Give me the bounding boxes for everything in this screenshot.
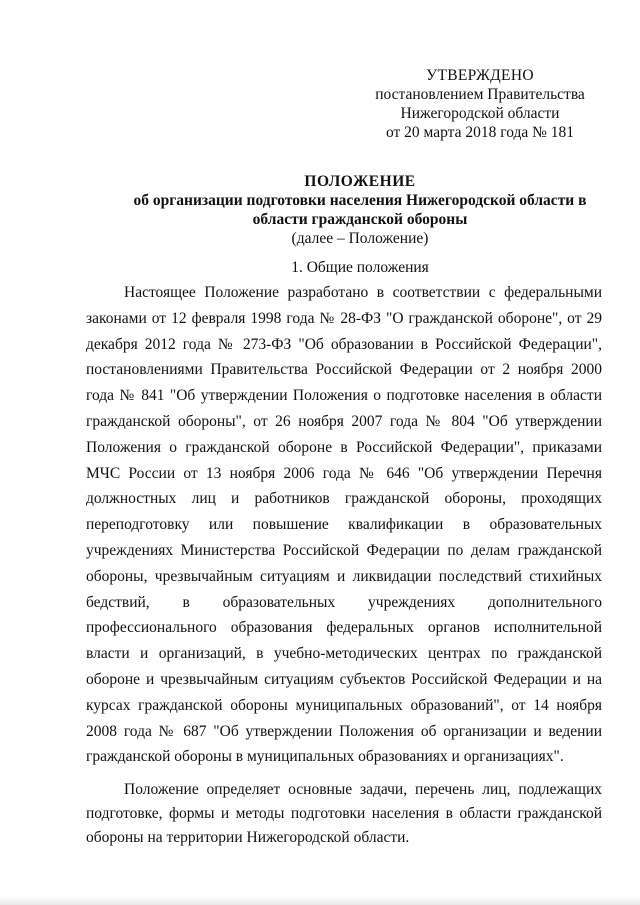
document-subtitle-line1: об организации подготовки населения Нижегородской области в: [133, 192, 587, 209]
section-title: 1. Общие положения: [291, 259, 429, 276]
document-body: [86, 280, 602, 850]
paragraph-legal-basis: Настоящее Положение разработано в соответствии с федеральными законами от 12 февраля 1998 года № 28-ФЗ "О гражданской обороне", от 29 декабря 2012 года № 273-ФЗ "Об образовании в Российской Федерации", постановлениями Правительства Российской Федерации от 2 ноября 2000 года № 841 "Об утверждении Положения о подготовке населения в области гражданской обороны", от 26 ноября 2007 года № 804 "Об утверждении Положения о гражданской обороне в Российской Федерации", приказами МЧС России от 13 ноября 2006 года № 646 "Об утверждении Перечня должностных лиц и работников гражданской обороны, проходящих переподготовку или повышение квалификации в образовательных учреждениях Министерства Российской Федерации по делам гражданской обороны, чрезвычайным ситуациям и ликвидации последствий стихийных бедствий, в образовательных учреждениях дополнительного профессионального образования федеральных органов исполнительной власти и организаций, в учебно-методических центрах по гражданской обороне и чрезвычайным ситуациям субъектов Российской Федерации и на курсах гражданской обороны муниципальных образований", от 14 ноября 2008 года № 687 "Об утверждении Положения об организации и ведении гражданской обороны в муниципальных образованиях и организациях".: [86, 284, 602, 766]
approval-issuer: постановлением Правительства: [375, 86, 585, 103]
document-subtitle-line2: области гражданской обороны: [252, 211, 468, 228]
paragraph-scope: Положение определяет основные задачи, перечень лиц, подлежащих подготовке, формы и методы подготовки населения в области гражданской обороны на территории Нижегородской области.: [86, 781, 602, 847]
document-abbreviation-note: (далее – Положение): [291, 230, 429, 247]
approval-region: Нижегородской области: [400, 105, 560, 122]
approval-title: УТВЕРЖДЕНО: [426, 67, 534, 84]
document-title: ПОЛОЖЕНИЕ: [304, 173, 416, 190]
document-heading: [120, 172, 600, 248]
approval-date-number: от 20 марта 2018 года № 181: [385, 124, 575, 141]
approval-stamp: [360, 66, 600, 142]
scan-bottom-edge: [0, 896, 640, 905]
